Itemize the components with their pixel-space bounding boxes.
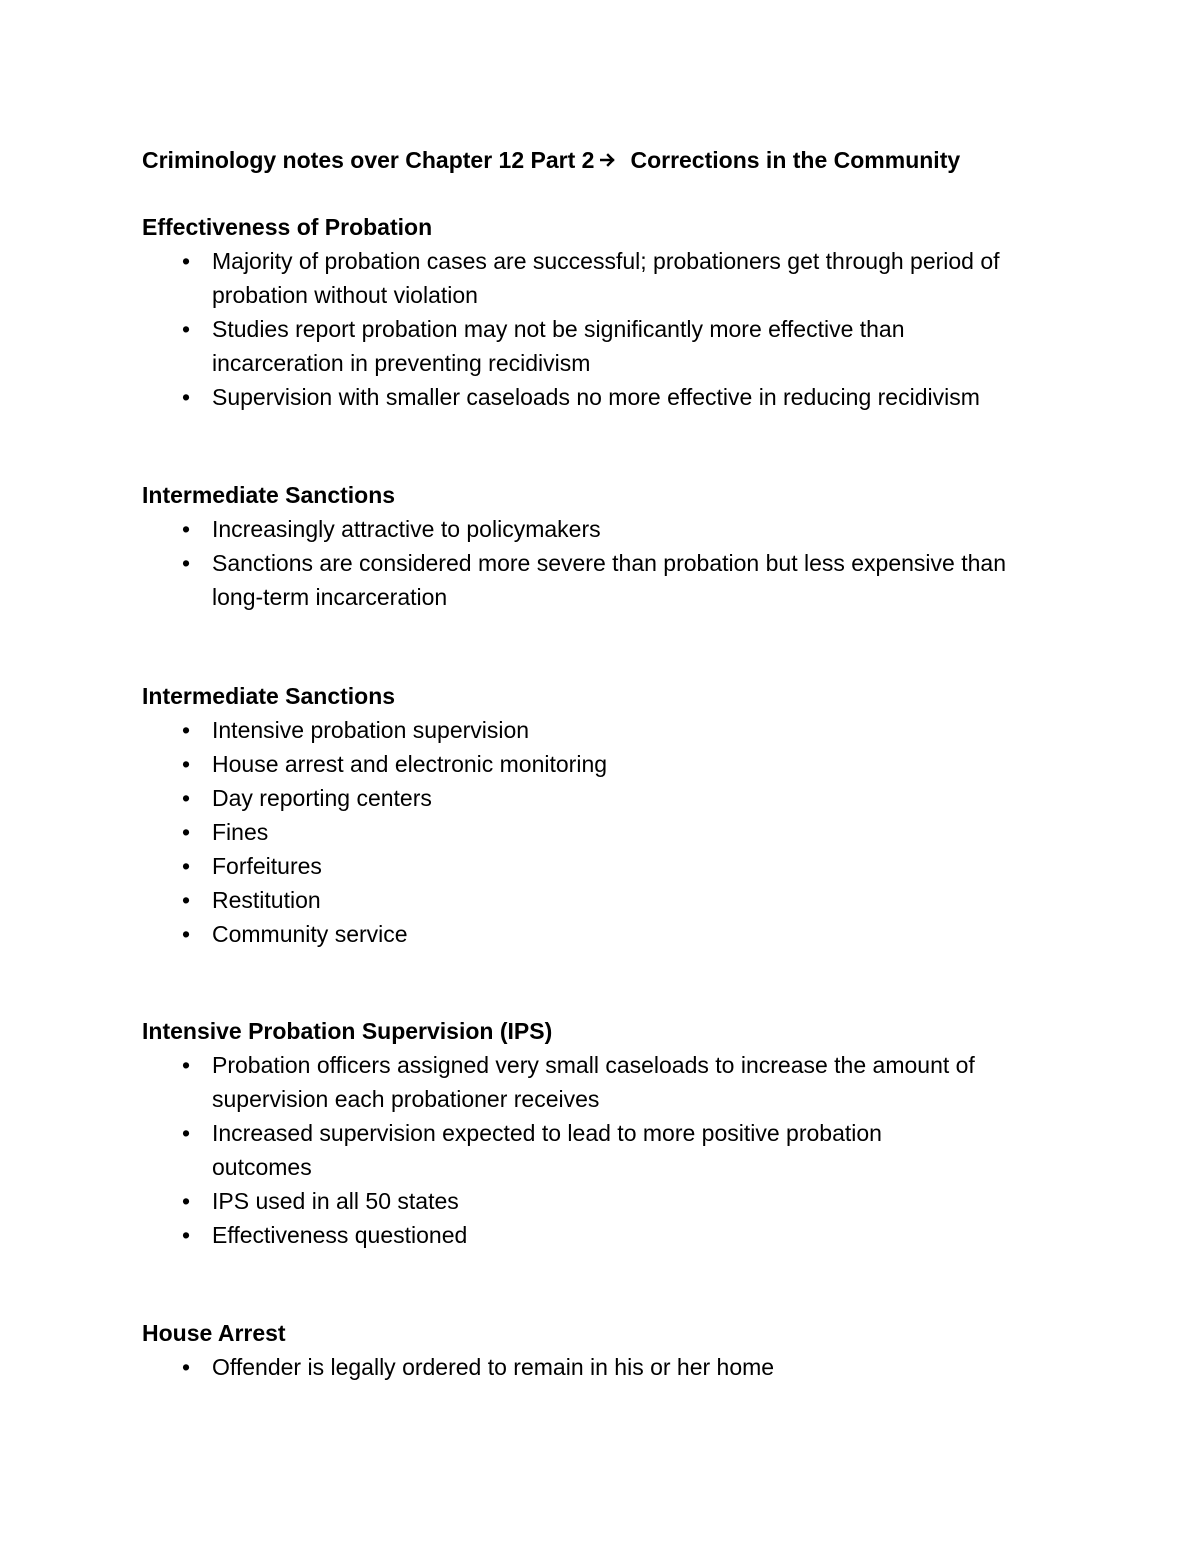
bullet-icon: • [181,1120,191,1146]
list-item-text: IPS used in all 50 states [212,1188,459,1214]
list-item-text: Community service [212,921,408,947]
bullet-icon: • [181,516,191,542]
list-item-text: Intensive probation supervision [212,717,530,743]
bullet-list [142,713,1082,951]
list-item [142,1218,1082,1252]
list-item-text: Supervision with smaller caseloads no more effective in reducing recidivism [212,384,980,410]
list-item [142,1350,1082,1384]
section-house-arrest [142,1316,1082,1384]
list-item-text: Offender is legally ordered to remain in his or her home [212,1354,775,1380]
bullet-icon: • [181,887,191,913]
list-item [142,512,1082,546]
list-item-text: Probation officers assigned very small caseloads to increase the amount of supervision each probationer receives [212,1052,975,1112]
section-effectiveness-of-probation [142,210,1082,414]
list-item [142,713,1082,747]
bullet-icon: • [181,751,191,777]
list-item-text: Increasingly attractive to policymakers [212,516,601,542]
title-right-text: Corrections in the Community [630,147,961,173]
list-item-text: Sanctions are considered more severe than probation but less expensive than long-term incarceration [212,550,1006,610]
bullet-icon: • [181,550,191,576]
list-item [142,883,1082,917]
list-item-text: Effectiveness questioned [212,1222,468,1248]
list-item [142,312,1082,380]
list-item-text: Day reporting centers [212,785,432,811]
bullet-icon: • [181,853,191,879]
bullet-icon: • [181,819,191,845]
bullet-icon: • [181,248,191,274]
bullet-icon: • [181,1052,191,1078]
page-title [142,143,1082,177]
list-item-text: Increased supervision expected to lead to more positive probation outcomes [212,1120,882,1180]
list-item-text: Majority of probation cases are successful; probationers get through period of probation without violation [212,248,1000,308]
bullet-icon: • [181,921,191,947]
section-heading: Intermediate Sanctions [142,683,396,709]
list-item [142,781,1082,815]
bullet-icon: • [181,717,191,743]
bullet-icon: • [181,384,191,410]
list-item [142,849,1082,883]
document-page [142,143,1082,1380]
bullet-icon: • [181,785,191,811]
list-item [142,1048,1082,1116]
list-item [142,815,1082,849]
section-intermediate-sanctions-list [142,679,1082,951]
title-left-text: Criminology notes over Chapter 12 Part 2 [142,147,595,173]
section-intensive-probation-supervision [142,1014,1082,1252]
bullet-icon: • [181,1222,191,1248]
list-item-text: Fines [212,819,269,845]
bullet-icon: • [181,1354,191,1380]
bullet-icon: • [181,316,191,342]
bullet-list [142,512,1082,614]
section-heading: Effectiveness of Probation [142,214,433,240]
bullet-list [142,244,1082,414]
bullet-list [142,1350,1082,1384]
right-arrow-icon [600,152,616,168]
section-heading: House Arrest [142,1320,286,1346]
list-item [142,1184,1082,1218]
section-intermediate-sanctions [142,478,1082,614]
list-item [142,917,1082,951]
list-item [142,1116,1082,1184]
list-item [142,244,1082,312]
list-item [142,747,1082,781]
list-item-text: House arrest and electronic monitoring [212,751,608,777]
bullet-list [142,1048,1082,1252]
section-heading: Intensive Probation Supervision (IPS) [142,1018,553,1044]
list-item [142,546,1082,614]
section-heading: Intermediate Sanctions [142,482,396,508]
list-item-text: Studies report probation may not be significantly more effective than incarceration in preventing recidivism [212,316,905,376]
list-item [142,380,1082,414]
bullet-icon: • [181,1188,191,1214]
list-item-text: Restitution [212,887,321,913]
list-item-text: Forfeitures [212,853,322,879]
